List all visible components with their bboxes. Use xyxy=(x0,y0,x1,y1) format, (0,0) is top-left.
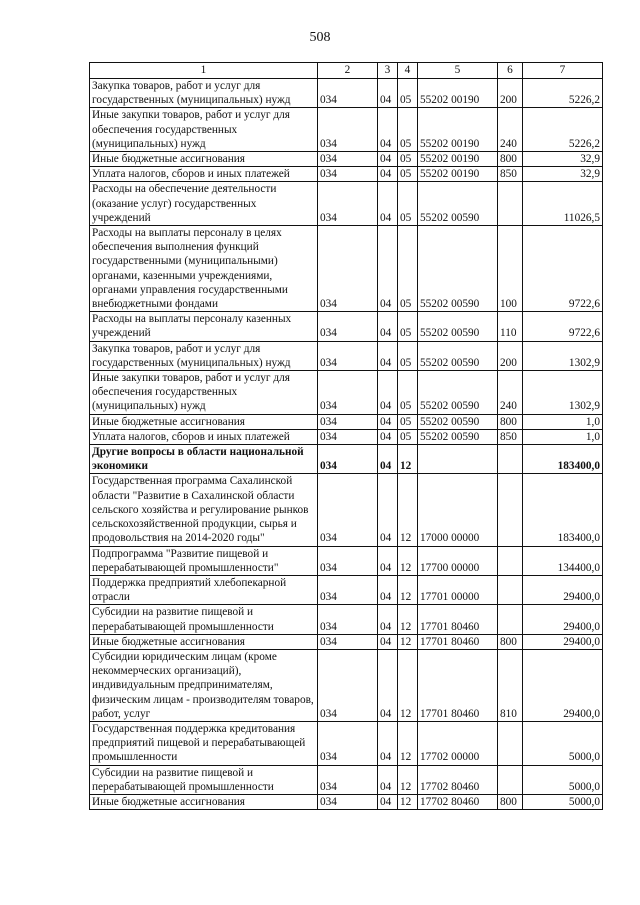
row-grbs: 034 xyxy=(318,721,378,765)
row-amount: 134400,0 xyxy=(523,546,603,575)
row-name: Иные закупки товаров, работ и услуг для обеспечения государственных (муниципальных) нужд xyxy=(90,371,318,415)
row-grbs: 034 xyxy=(318,371,378,415)
page-number: 508 xyxy=(309,30,331,45)
row-section: 04 xyxy=(378,721,398,765)
row-section: 04 xyxy=(378,371,398,415)
row-subsection: 05 xyxy=(398,429,418,444)
row-subsection: 05 xyxy=(398,414,418,429)
row-grbs: 034 xyxy=(318,152,378,167)
row-grbs: 034 xyxy=(318,167,378,182)
row-amount: 5226,2 xyxy=(523,108,603,152)
row-amount: 29400,0 xyxy=(523,605,603,634)
row-grbs: 034 xyxy=(318,546,378,575)
row-grbs: 034 xyxy=(318,108,378,152)
table-row xyxy=(90,108,603,152)
row-expense-type xyxy=(498,575,523,604)
row-subsection: 05 xyxy=(398,312,418,341)
row-grbs: 034 xyxy=(318,182,378,226)
row-section: 04 xyxy=(378,341,398,370)
table-row xyxy=(90,794,603,809)
row-expense-type: 850 xyxy=(498,429,523,444)
row-section: 04 xyxy=(378,605,398,634)
row-subsection: 12 xyxy=(398,765,418,794)
table-row xyxy=(90,765,603,794)
row-grbs: 034 xyxy=(318,765,378,794)
row-name: Подпрограмма "Развитие пищевой и перерабатывающей промышленности" xyxy=(90,546,318,575)
table-row xyxy=(90,167,603,182)
row-section: 04 xyxy=(378,575,398,604)
row-section: 04 xyxy=(378,634,398,649)
row-target-article: 55202 00590 xyxy=(418,429,498,444)
row-target-article: 17702 80460 xyxy=(418,765,498,794)
row-section: 04 xyxy=(378,152,398,167)
row-subsection: 05 xyxy=(398,371,418,415)
row-expense-type: 200 xyxy=(498,79,523,108)
row-section: 04 xyxy=(378,429,398,444)
row-grbs: 034 xyxy=(318,634,378,649)
row-expense-type: 100 xyxy=(498,226,523,312)
row-expense-type xyxy=(498,182,523,226)
row-expense-type xyxy=(498,474,523,546)
row-expense-type xyxy=(498,605,523,634)
row-amount: 32,9 xyxy=(523,152,603,167)
row-amount: 1302,9 xyxy=(523,341,603,370)
row-name: Иные бюджетные ассигнования xyxy=(90,152,318,167)
header-cell-5: 5 xyxy=(418,63,498,79)
row-section: 04 xyxy=(378,182,398,226)
row-subsection: 12 xyxy=(398,634,418,649)
table-row xyxy=(90,341,603,370)
table-row xyxy=(90,182,603,226)
table-row xyxy=(90,546,603,575)
row-section: 04 xyxy=(378,649,398,721)
row-subsection: 12 xyxy=(398,575,418,604)
row-name: Расходы на обеспечение деятельности (оказание услуг) государственных учреждений xyxy=(90,182,318,226)
row-target-article xyxy=(418,445,498,474)
row-grbs: 034 xyxy=(318,414,378,429)
row-expense-type: 810 xyxy=(498,649,523,721)
table-row xyxy=(90,226,603,312)
header-cell-4: 4 xyxy=(398,63,418,79)
row-name: Поддержка предприятий хлебопекарной отрасли xyxy=(90,575,318,604)
row-expense-type: 240 xyxy=(498,371,523,415)
row-expense-type xyxy=(498,721,523,765)
table-body xyxy=(90,79,603,810)
row-amount: 29400,0 xyxy=(523,575,603,604)
row-name: Иные закупки товаров, работ и услуг для обеспечения государственных (муниципальных) нужд xyxy=(90,108,318,152)
row-expense-type: 800 xyxy=(498,794,523,809)
row-amount: 29400,0 xyxy=(523,649,603,721)
row-amount: 5000,0 xyxy=(523,721,603,765)
row-target-article: 55202 00590 xyxy=(418,226,498,312)
row-name: Расходы на выплаты персоналу в целях обеспечения выполнения функций государственными (муниципальными) органами, казенными учреждениями, органами управления государственными внебюджетными фондами xyxy=(90,226,318,312)
row-name: Субсидии на развитие пищевой и перерабатывающей промышленности xyxy=(90,765,318,794)
row-expense-type: 200 xyxy=(498,341,523,370)
row-grbs: 034 xyxy=(318,445,378,474)
table-row xyxy=(90,474,603,546)
row-section: 04 xyxy=(378,765,398,794)
row-grbs: 034 xyxy=(318,341,378,370)
row-target-article: 55202 00190 xyxy=(418,152,498,167)
row-name: Государственная поддержка кредитования предприятий пищевой и перерабатывающей промышленности xyxy=(90,721,318,765)
row-expense-type xyxy=(498,765,523,794)
row-grbs: 034 xyxy=(318,429,378,444)
row-target-article: 55202 00590 xyxy=(418,182,498,226)
header-cell-1: 1 xyxy=(90,63,318,79)
row-subsection: 12 xyxy=(398,605,418,634)
table-row xyxy=(90,575,603,604)
header-row xyxy=(90,63,603,79)
row-section: 04 xyxy=(378,445,398,474)
row-expense-type: 110 xyxy=(498,312,523,341)
row-expense-type: 240 xyxy=(498,108,523,152)
row-section: 04 xyxy=(378,794,398,809)
row-target-article: 17702 00000 xyxy=(418,721,498,765)
row-expense-type: 800 xyxy=(498,634,523,649)
header-cell-2: 2 xyxy=(318,63,378,79)
row-expense-type: 800 xyxy=(498,414,523,429)
table-row xyxy=(90,429,603,444)
row-name: Уплата налогов, сборов и иных платежей xyxy=(90,429,318,444)
row-target-article: 55202 00590 xyxy=(418,371,498,415)
row-target-article: 55202 00590 xyxy=(418,341,498,370)
row-amount: 32,9 xyxy=(523,167,603,182)
row-amount: 9722,6 xyxy=(523,226,603,312)
row-grbs: 034 xyxy=(318,226,378,312)
row-amount: 5226,2 xyxy=(523,79,603,108)
table-row xyxy=(90,79,603,108)
row-expense-type xyxy=(498,445,523,474)
row-target-article: 17000 00000 xyxy=(418,474,498,546)
row-amount: 1,0 xyxy=(523,414,603,429)
table-row xyxy=(90,605,603,634)
row-name: Закупка товаров, работ и услуг для государственных (муниципальных) нужд xyxy=(90,79,318,108)
row-grbs: 034 xyxy=(318,79,378,108)
table-row xyxy=(90,414,603,429)
row-name: Уплата налогов, сборов и иных платежей xyxy=(90,167,318,182)
row-subsection: 05 xyxy=(398,79,418,108)
row-expense-type xyxy=(498,546,523,575)
row-section: 04 xyxy=(378,474,398,546)
budget-table xyxy=(89,62,603,810)
row-target-article: 17701 00000 xyxy=(418,575,498,604)
row-section: 04 xyxy=(378,108,398,152)
row-subsection: 05 xyxy=(398,167,418,182)
table-row xyxy=(90,649,603,721)
row-subsection: 12 xyxy=(398,649,418,721)
row-amount: 183400,0 xyxy=(523,474,603,546)
table-row xyxy=(90,634,603,649)
row-subsection: 05 xyxy=(398,182,418,226)
row-amount: 1,0 xyxy=(523,429,603,444)
row-name: Иные бюджетные ассигнования xyxy=(90,794,318,809)
row-grbs: 034 xyxy=(318,474,378,546)
row-amount: 5000,0 xyxy=(523,765,603,794)
row-target-article: 17700 00000 xyxy=(418,546,498,575)
row-grbs: 034 xyxy=(318,312,378,341)
row-target-article: 17701 80460 xyxy=(418,649,498,721)
row-subsection: 05 xyxy=(398,108,418,152)
header-cell-6: 6 xyxy=(498,63,523,79)
row-grbs: 034 xyxy=(318,649,378,721)
row-target-article: 55202 00590 xyxy=(418,312,498,341)
row-subsection: 05 xyxy=(398,152,418,167)
row-subsection: 05 xyxy=(398,341,418,370)
row-subsection: 12 xyxy=(398,794,418,809)
row-section: 04 xyxy=(378,226,398,312)
row-grbs: 034 xyxy=(318,794,378,809)
table-row xyxy=(90,445,603,474)
table-row xyxy=(90,312,603,341)
row-target-article: 17702 80460 xyxy=(418,794,498,809)
row-amount: 1302,9 xyxy=(523,371,603,415)
row-subsection: 12 xyxy=(398,546,418,575)
row-name: Государственная программа Сахалинской области "Развитие в Сахалинской области сельского хозяйства и регулирование рынков сельскохозяйственной продукции, сырья и продовольствия на 2014-2020 годы" xyxy=(90,474,318,546)
row-target-article: 55202 00190 xyxy=(418,79,498,108)
row-section: 04 xyxy=(378,414,398,429)
row-target-article: 55202 00190 xyxy=(418,108,498,152)
row-name: Субсидии юридическим лицам (кроме некоммерческих организаций), индивидуальным предпринимателям, физическим лицам - производителям товаров, работ, услуг xyxy=(90,649,318,721)
table-row xyxy=(90,721,603,765)
row-amount: 5000,0 xyxy=(523,794,603,809)
row-name: Закупка товаров, работ и услуг для государственных (муниципальных) нужд xyxy=(90,341,318,370)
row-target-article: 55202 00590 xyxy=(418,414,498,429)
table-row xyxy=(90,371,603,415)
header-cell-3: 3 xyxy=(378,63,398,79)
row-grbs: 034 xyxy=(318,605,378,634)
row-section: 04 xyxy=(378,79,398,108)
row-amount: 29400,0 xyxy=(523,634,603,649)
header-cell-7: 7 xyxy=(523,63,603,79)
row-expense-type: 850 xyxy=(498,167,523,182)
row-amount: 9722,6 xyxy=(523,312,603,341)
row-target-article: 17701 80460 xyxy=(418,605,498,634)
row-subsection: 12 xyxy=(398,474,418,546)
row-target-article: 17701 80460 xyxy=(418,634,498,649)
table-row xyxy=(90,152,603,167)
row-name: Иные бюджетные ассигнования xyxy=(90,414,318,429)
row-section: 04 xyxy=(378,167,398,182)
row-amount: 183400,0 xyxy=(523,445,603,474)
row-subsection: 05 xyxy=(398,226,418,312)
row-amount: 11026,5 xyxy=(523,182,603,226)
row-name: Другие вопросы в области национальной экономики xyxy=(90,445,318,474)
row-subsection: 12 xyxy=(398,445,418,474)
row-target-article: 55202 00190 xyxy=(418,167,498,182)
row-section: 04 xyxy=(378,312,398,341)
row-subsection: 12 xyxy=(398,721,418,765)
row-expense-type: 800 xyxy=(498,152,523,167)
row-grbs: 034 xyxy=(318,575,378,604)
row-name: Субсидии на развитие пищевой и перерабатывающей промышленности xyxy=(90,605,318,634)
row-name: Иные бюджетные ассигнования xyxy=(90,634,318,649)
row-name: Расходы на выплаты персоналу казенных учреждений xyxy=(90,312,318,341)
row-section: 04 xyxy=(378,546,398,575)
